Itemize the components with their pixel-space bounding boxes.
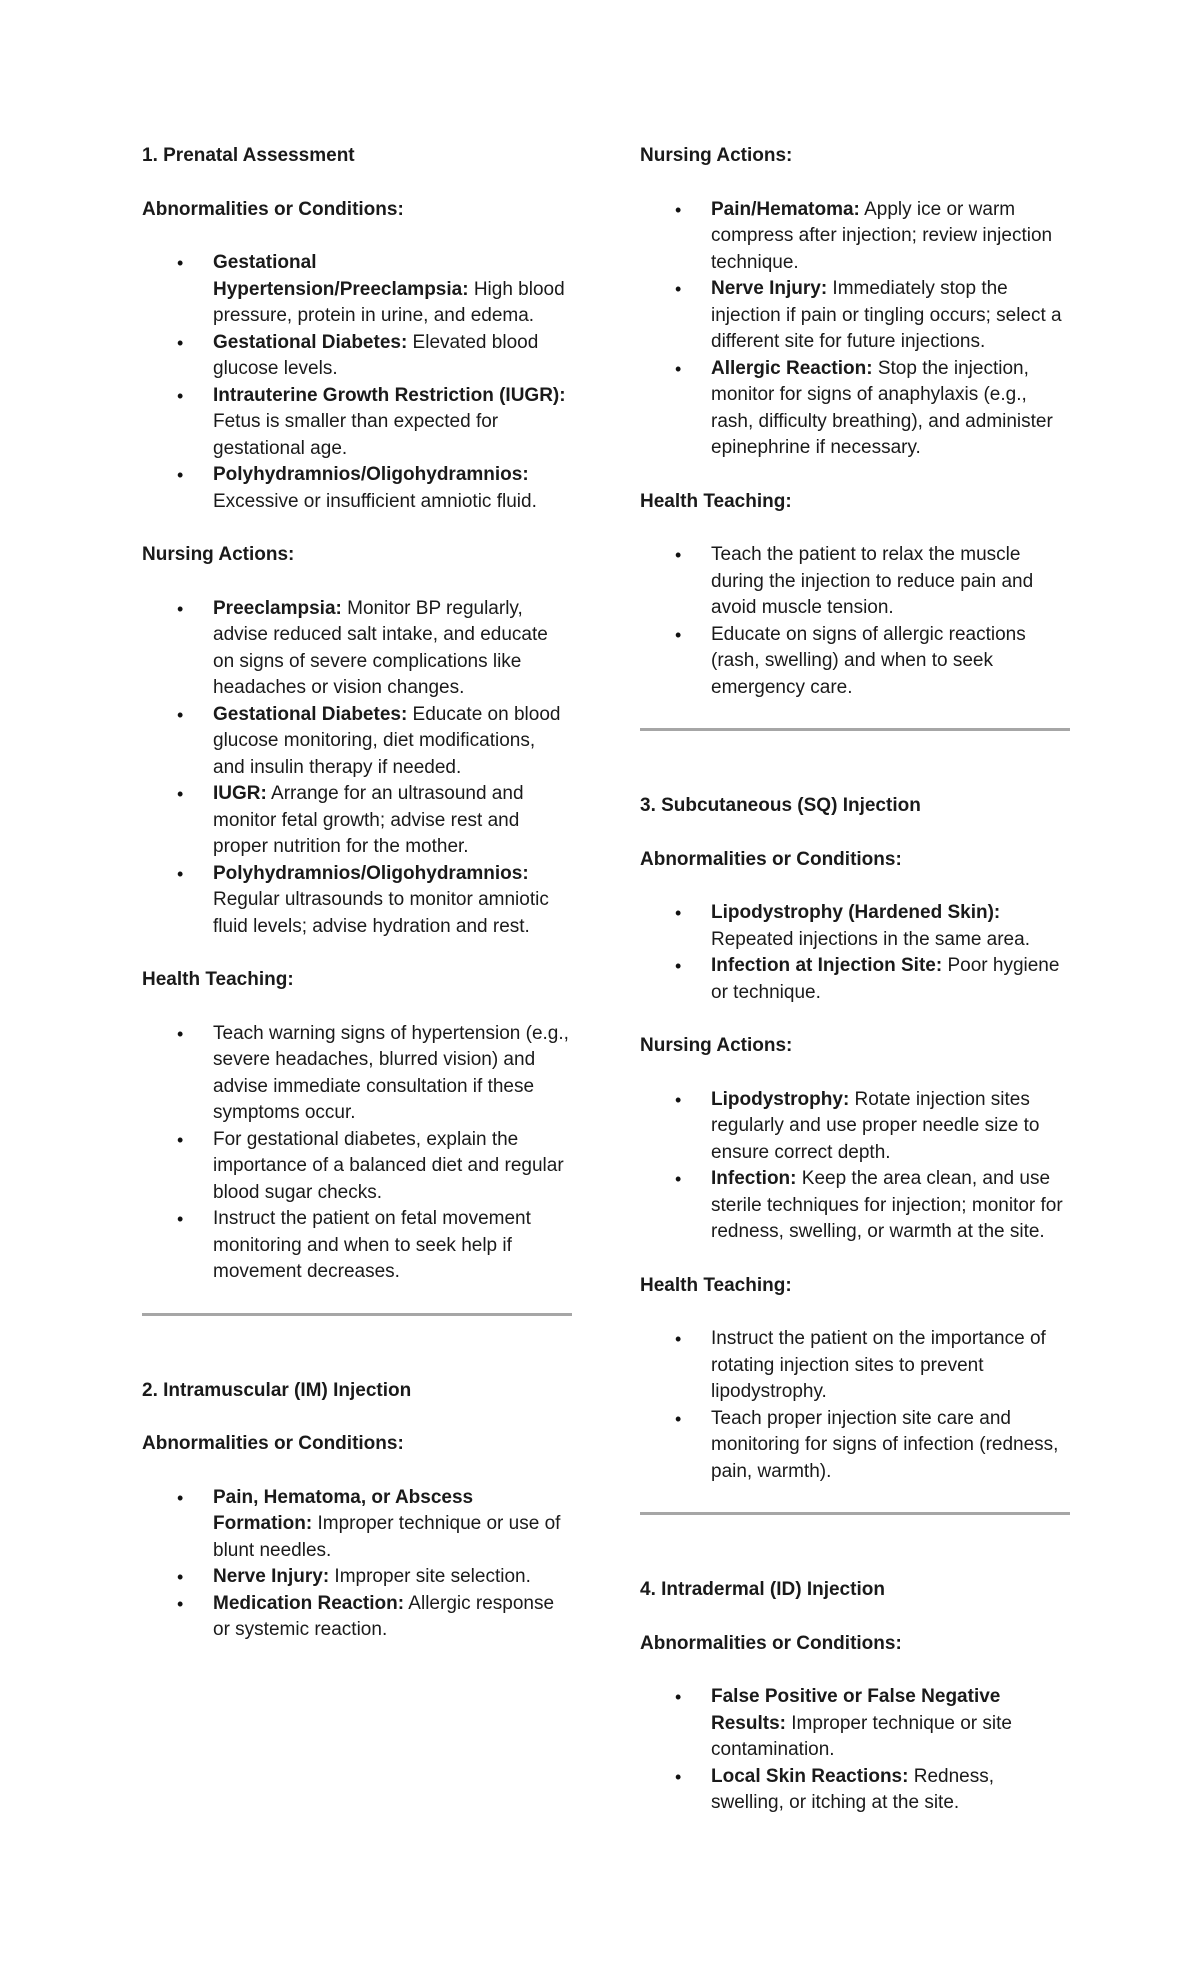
nursing-actions-list: [640, 1087, 1070, 1246]
abnormalities-list: [142, 1485, 572, 1644]
list-item: • Educate on signs of allergic reactions (rash, swelling) and when to seek emergency care.: [711, 622, 1070, 702]
health-teaching-list: [640, 1326, 1070, 1485]
list-item: • Polyhydramnios/Oligohydramnios: Excessive or insufficient amniotic fluid.: [213, 462, 572, 515]
list-item: • Intrauterine Growth Restriction (IUGR): Fetus is smaller than expected for gestational age.: [213, 383, 572, 463]
nursing-actions-heading: Nursing Actions:: [142, 544, 295, 565]
list-item: • Local Skin Reactions: Redness, swelling, or itching at the site.: [711, 1764, 1070, 1817]
list-item: • Pain, Hematoma, or Abscess Formation: Improper technique or use of blunt needles.: [213, 1485, 572, 1565]
left-column: [142, 143, 572, 1671]
list-item: • Gestational Diabetes: Educate on blood glucose monitoring, diet modifications, and insulin therapy if needed.: [213, 702, 572, 782]
abnormalities-list: [142, 250, 572, 515]
nursing-actions-heading: Nursing Actions:: [640, 145, 793, 166]
list-item: • IUGR: Arrange for an ultrasound and monitor fetal growth; advise rest and proper nutrition for the mother.: [213, 781, 572, 861]
list-item: • For gestational diabetes, explain the importance of a balanced diet and regular blood sugar checks.: [213, 1127, 572, 1207]
abnormalities-list: [640, 1684, 1070, 1817]
list-item: • Teach warning signs of hypertension (e.g., severe headaches, blurred vision) and advise immediate consultation if these symptoms occur.: [213, 1021, 572, 1127]
nursing-actions-list: [142, 596, 572, 941]
list-item: • Pain/Hematoma: Apply ice or warm compress after injection; review injection technique.: [711, 197, 1070, 277]
list-item: • Infection: Keep the area clean, and use sterile techniques for injection; monitor for redness, swelling, or warmth at the site.: [711, 1166, 1070, 1246]
list-item: • Allergic Reaction: Stop the injection, monitor for signs of anaphylaxis (e.g., rash, difficulty breathing), and administer epinephrine if necessary.: [711, 356, 1070, 462]
abnormalities-list: [640, 900, 1070, 1006]
list-item: • Lipodystrophy: Rotate injection sites regularly and use proper needle size to ensure correct depth.: [711, 1087, 1070, 1167]
list-item: • Lipodystrophy (Hardened Skin): Repeated injections in the same area.: [711, 900, 1070, 953]
abnormalities-heading: Abnormalities or Conditions:: [142, 1433, 404, 1454]
health-teaching-list: [142, 1021, 572, 1286]
list-item: • Infection at Injection Site: Poor hygiene or technique.: [711, 953, 1070, 1006]
abnormalities-heading: Abnormalities or Conditions:: [640, 1632, 902, 1654]
list-item: • Teach the patient to relax the muscle during the injection to reduce pain and avoid muscle tension.: [711, 542, 1070, 622]
right-column: [640, 143, 1070, 1844]
section-title: 1. Prenatal Assessment: [142, 145, 355, 166]
list-item: • Instruct the patient on the importance of rotating injection sites to prevent lipodystrophy.: [711, 1326, 1070, 1406]
list-item: • Gestational Hypertension/Preeclampsia: High blood pressure, protein in urine, and edema.: [213, 250, 572, 330]
list-item: • Nerve Injury: Immediately stop the injection if pain or tingling occurs; select a different site for future injections.: [711, 276, 1070, 356]
section-title: 4. Intradermal (ID) Injection: [640, 1579, 885, 1600]
list-item: • Preeclampsia: Monitor BP regularly, advise reduced salt intake, and educate on signs of severe complications like headaches or vision changes.: [213, 596, 572, 702]
list-item: • False Positive or False Negative Results: Improper technique or site contamination.: [711, 1684, 1070, 1764]
list-item: • Instruct the patient on fetal movement monitoring and when to seek help if movement decreases.: [213, 1206, 572, 1286]
list-item: • Medication Reaction: Allergic response or systemic reaction.: [213, 1591, 572, 1644]
health-teaching-heading: Health Teaching:: [142, 969, 294, 990]
health-teaching-list: [640, 542, 1070, 701]
abnormalities-heading: Abnormalities or Conditions:: [142, 198, 404, 220]
nursing-actions-list: [640, 197, 1070, 462]
health-teaching-heading: Health Teaching:: [640, 1274, 792, 1296]
section-title: 2. Intramuscular (IM) Injection: [142, 1379, 412, 1401]
list-item: • Teach proper injection site care and monitoring for signs of infection (redness, pain, warmth).: [711, 1406, 1070, 1486]
list-item: • Polyhydramnios/Oligohydramnios: Regular ultrasounds to monitor amniotic fluid levels; advise hydration and rest.: [213, 861, 572, 941]
list-item: • Gestational Diabetes: Elevated blood glucose levels.: [213, 330, 572, 383]
abnormalities-heading: Abnormalities or Conditions:: [640, 848, 902, 870]
nursing-actions-heading: Nursing Actions:: [640, 1035, 793, 1056]
section-title: 3. Subcutaneous (SQ) Injection: [640, 795, 921, 816]
list-item: • Nerve Injury: Improper site selection.: [213, 1564, 572, 1591]
health-teaching-heading: Health Teaching:: [640, 490, 792, 512]
